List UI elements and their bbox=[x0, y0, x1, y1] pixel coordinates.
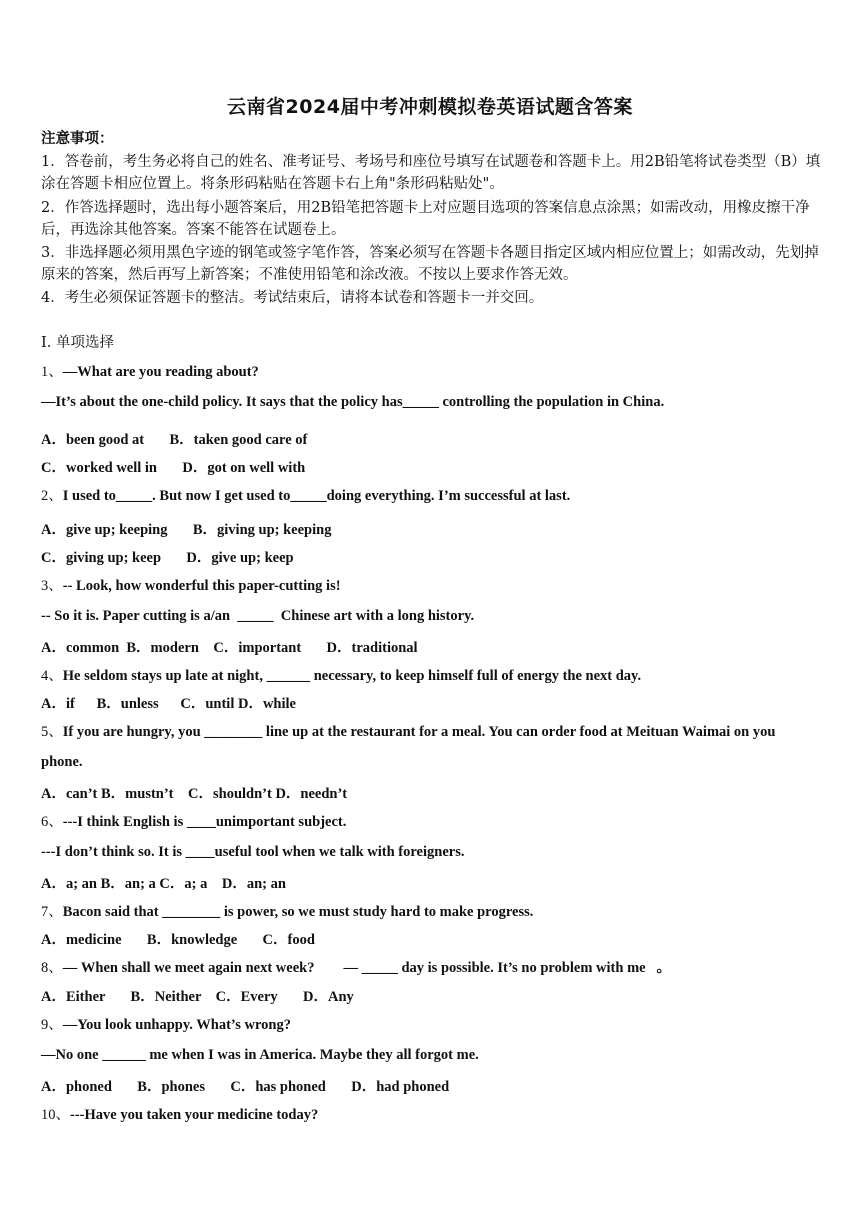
notice-item: 3．非选择题必须用黑色字迹的钢笔或签字笔作答，答案必须写在答题卡各题目指定区域内相应位置上；如需改动，先划掉原来的答案，然后再写上新答案；不准使用铅笔和涂改液。不按以上要求作答无效。 bbox=[41, 245, 819, 283]
question-text: ---Have you taken your medicine today? bbox=[70, 1107, 319, 1123]
question-stem bbox=[41, 1103, 318, 1124]
notice-item: 4．考生必须保证答题卡的整洁。考试结束后，请将本试卷和答题卡一并交回。 bbox=[41, 290, 544, 306]
question-number: 6、 bbox=[41, 814, 63, 830]
question-text: A．give up; keeping B．giving up; keeping bbox=[41, 522, 332, 538]
question-text: -- Look, how wonderful this paper-cutting is! bbox=[62, 578, 341, 594]
question-number: 2、 bbox=[41, 488, 63, 504]
question-text: I used to_____. But now I get used to_____doing everything. I’m successful at last. bbox=[62, 488, 571, 504]
question-text: A．medicine B．knowledge C．food bbox=[41, 932, 315, 948]
question-text: C．giving up; keep D．give up; keep bbox=[41, 550, 294, 566]
question-line bbox=[41, 754, 83, 771]
question-stem bbox=[41, 574, 341, 595]
question-stem bbox=[41, 900, 533, 921]
question-line bbox=[41, 872, 286, 893]
question-line bbox=[41, 428, 307, 449]
question-line bbox=[41, 985, 354, 1006]
question-line bbox=[41, 928, 315, 949]
question-stem bbox=[41, 360, 259, 381]
question-text: Bacon said that ________ is power, so we must study hard to make progress. bbox=[62, 904, 534, 920]
question-line bbox=[41, 394, 664, 411]
document-title: 云南省2024届中考冲刺模拟卷英语试题含答案 bbox=[227, 96, 633, 118]
question-number: 1、 bbox=[41, 364, 63, 380]
question-line bbox=[41, 782, 347, 803]
question-line bbox=[41, 546, 294, 567]
question-text: A．common B．modern C．important D．traditional bbox=[41, 640, 418, 656]
question-number: 4、 bbox=[41, 668, 63, 684]
question-stem bbox=[41, 810, 346, 831]
question-stem bbox=[41, 664, 641, 685]
question-text: A．a; an B．an; a C．a; a D．an; an bbox=[41, 876, 286, 892]
notice-item: 2．作答选择题时，选出每小题答案后，用2B铅笔把答题卡上对应题目选项的答案信息点涂黑；如需改动，用橡皮擦干净后，再选涂其他答案。答案不能答在试题卷上。 bbox=[41, 200, 810, 238]
question-line bbox=[41, 692, 296, 713]
question-text: If you are hungry, you ________ line up at the restaurant for a meal. You can order food at Meituan Waimai on you bbox=[62, 724, 776, 740]
question-text: He seldom stays up late at night, ______ necessary, to keep himself full of energy the next day. bbox=[62, 668, 642, 684]
question-line bbox=[41, 608, 474, 625]
notice-item: 1．答卷前，考生务必将自己的姓名、准考证号、考场号和座位号填写在试题卷和答题卡上。用2B铅笔将试卷类型（B）填涂在答题卡相应位置上。将条形码粘贴在答题卡右上角"条形码粘贴处"。 bbox=[41, 154, 821, 192]
question-text: A．phoned B．phones C．has phoned D．had phoned bbox=[41, 1079, 450, 1095]
question-text: — When shall we meet again next week? — _____ day is possible. It’s no problem with me 。 bbox=[62, 960, 671, 976]
question-line bbox=[41, 1075, 449, 1096]
question-text: -- So it is. Paper cutting is a/an _____ Chinese art with a long history. bbox=[41, 608, 475, 624]
question-number: 8、 bbox=[41, 960, 63, 976]
question-stem bbox=[41, 720, 775, 741]
question-text: A．been good at B．taken good care of bbox=[41, 432, 308, 448]
question-line bbox=[41, 844, 464, 861]
question-stem bbox=[41, 484, 570, 505]
question-text: ---I think English is ____unimportant subject. bbox=[62, 814, 347, 830]
question-number: 3、 bbox=[41, 578, 63, 594]
question-number: 5、 bbox=[41, 724, 63, 740]
question-text: phone. bbox=[41, 754, 83, 770]
question-text: —You look unhappy. What’s wrong? bbox=[62, 1017, 291, 1033]
question-line bbox=[41, 1047, 479, 1064]
question-number: 9、 bbox=[41, 1017, 63, 1033]
question-line bbox=[41, 456, 305, 477]
question-text: A．if B．unless C．until D．while bbox=[41, 696, 296, 712]
question-number: 10、 bbox=[41, 1107, 70, 1123]
notice-heading: 注意事项： bbox=[41, 130, 114, 147]
question-line bbox=[41, 518, 331, 539]
question-text: A．Either B．Neither C．Every D．Any bbox=[41, 989, 354, 1005]
question-stem bbox=[41, 956, 671, 977]
question-line bbox=[41, 636, 418, 657]
section-heading: Ⅰ. 单项选择 bbox=[41, 335, 114, 351]
question-stem bbox=[41, 1013, 291, 1034]
question-text: C．worked well in D．got on well with bbox=[41, 460, 306, 476]
question-text: —What are you reading about? bbox=[62, 364, 259, 380]
question-text: A．can’t B．mustn’t C．shouldn’t D．needn’t bbox=[41, 786, 348, 802]
question-number: 7、 bbox=[41, 904, 63, 920]
question-text: —It’s about the one-child policy. It says that the policy has_____ controlling the population in China. bbox=[41, 394, 665, 410]
question-text: —No one ______ me when I was in America. Maybe they all forgot me. bbox=[41, 1047, 479, 1063]
question-text: ---I don’t think so. It is ____useful tool when we talk with foreigners. bbox=[41, 844, 465, 860]
